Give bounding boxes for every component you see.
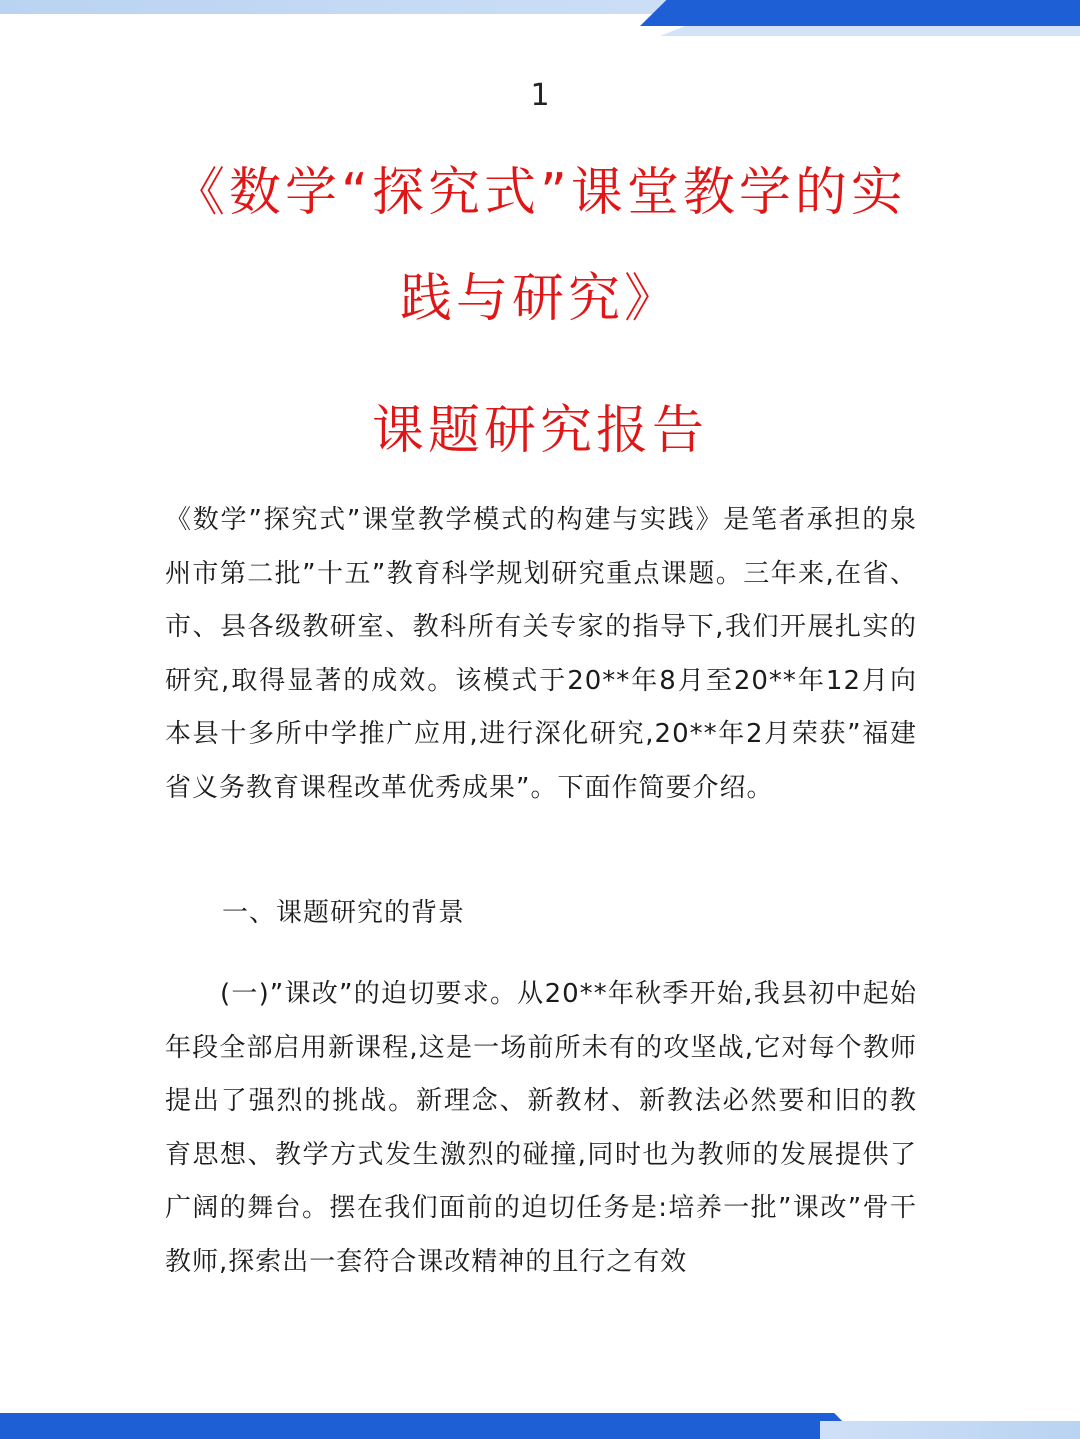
page-number: 1 — [530, 78, 550, 113]
intro-paragraph: 《数学”探究式”课堂教学模式的构建与实践》是笔者承担的泉州市第二批”十五”教育科学规划研究重点课题。三年来,在省、市、县各级教研室、教科所有关专家的指导下,我们开展扎实的研究,取得显著的成效。该模式于20**年8月至20**年12月向本县十多所中学推广应用,进行深化研究,20**年2月荣获”福建省义务教育课程改革优秀成果”。下面作简要介绍。 — [165, 505, 917, 803]
subsection-paragraph-reform: (一)”课改”的迫切要求。从20**年秋季开始,我县初中起始年段全部启用新课程,这是一场前所未有的攻坚战,它对每个教师提出了强烈的挑战。新理念、新教材、新教法必然要和旧的教育思想、教学方式发生激烈的碰撞,同时也为教师的发展提供了广阔的舞台。摆在我们面前的迫切任务是:培养一批”课改”骨干教师,探索出一套符合课改精神的且行之有效 — [165, 979, 917, 1277]
top-decor-band-mid — [660, 26, 1080, 36]
document-title-line-3: 课题研究报告 — [371, 401, 708, 461]
document-title-line-2: 践与研究》 — [399, 269, 680, 329]
section-heading-background: 一、课题研究的背景 — [222, 898, 466, 928]
document-title-line-1: 《数学“探究式”课堂教学的实 — [173, 163, 907, 223]
bottom-decor-band-light — [820, 1421, 1080, 1439]
top-decor-band-light — [0, 0, 760, 14]
top-decor-band-dark — [640, 0, 1080, 26]
bottom-decor-band-dark — [0, 1413, 860, 1439]
